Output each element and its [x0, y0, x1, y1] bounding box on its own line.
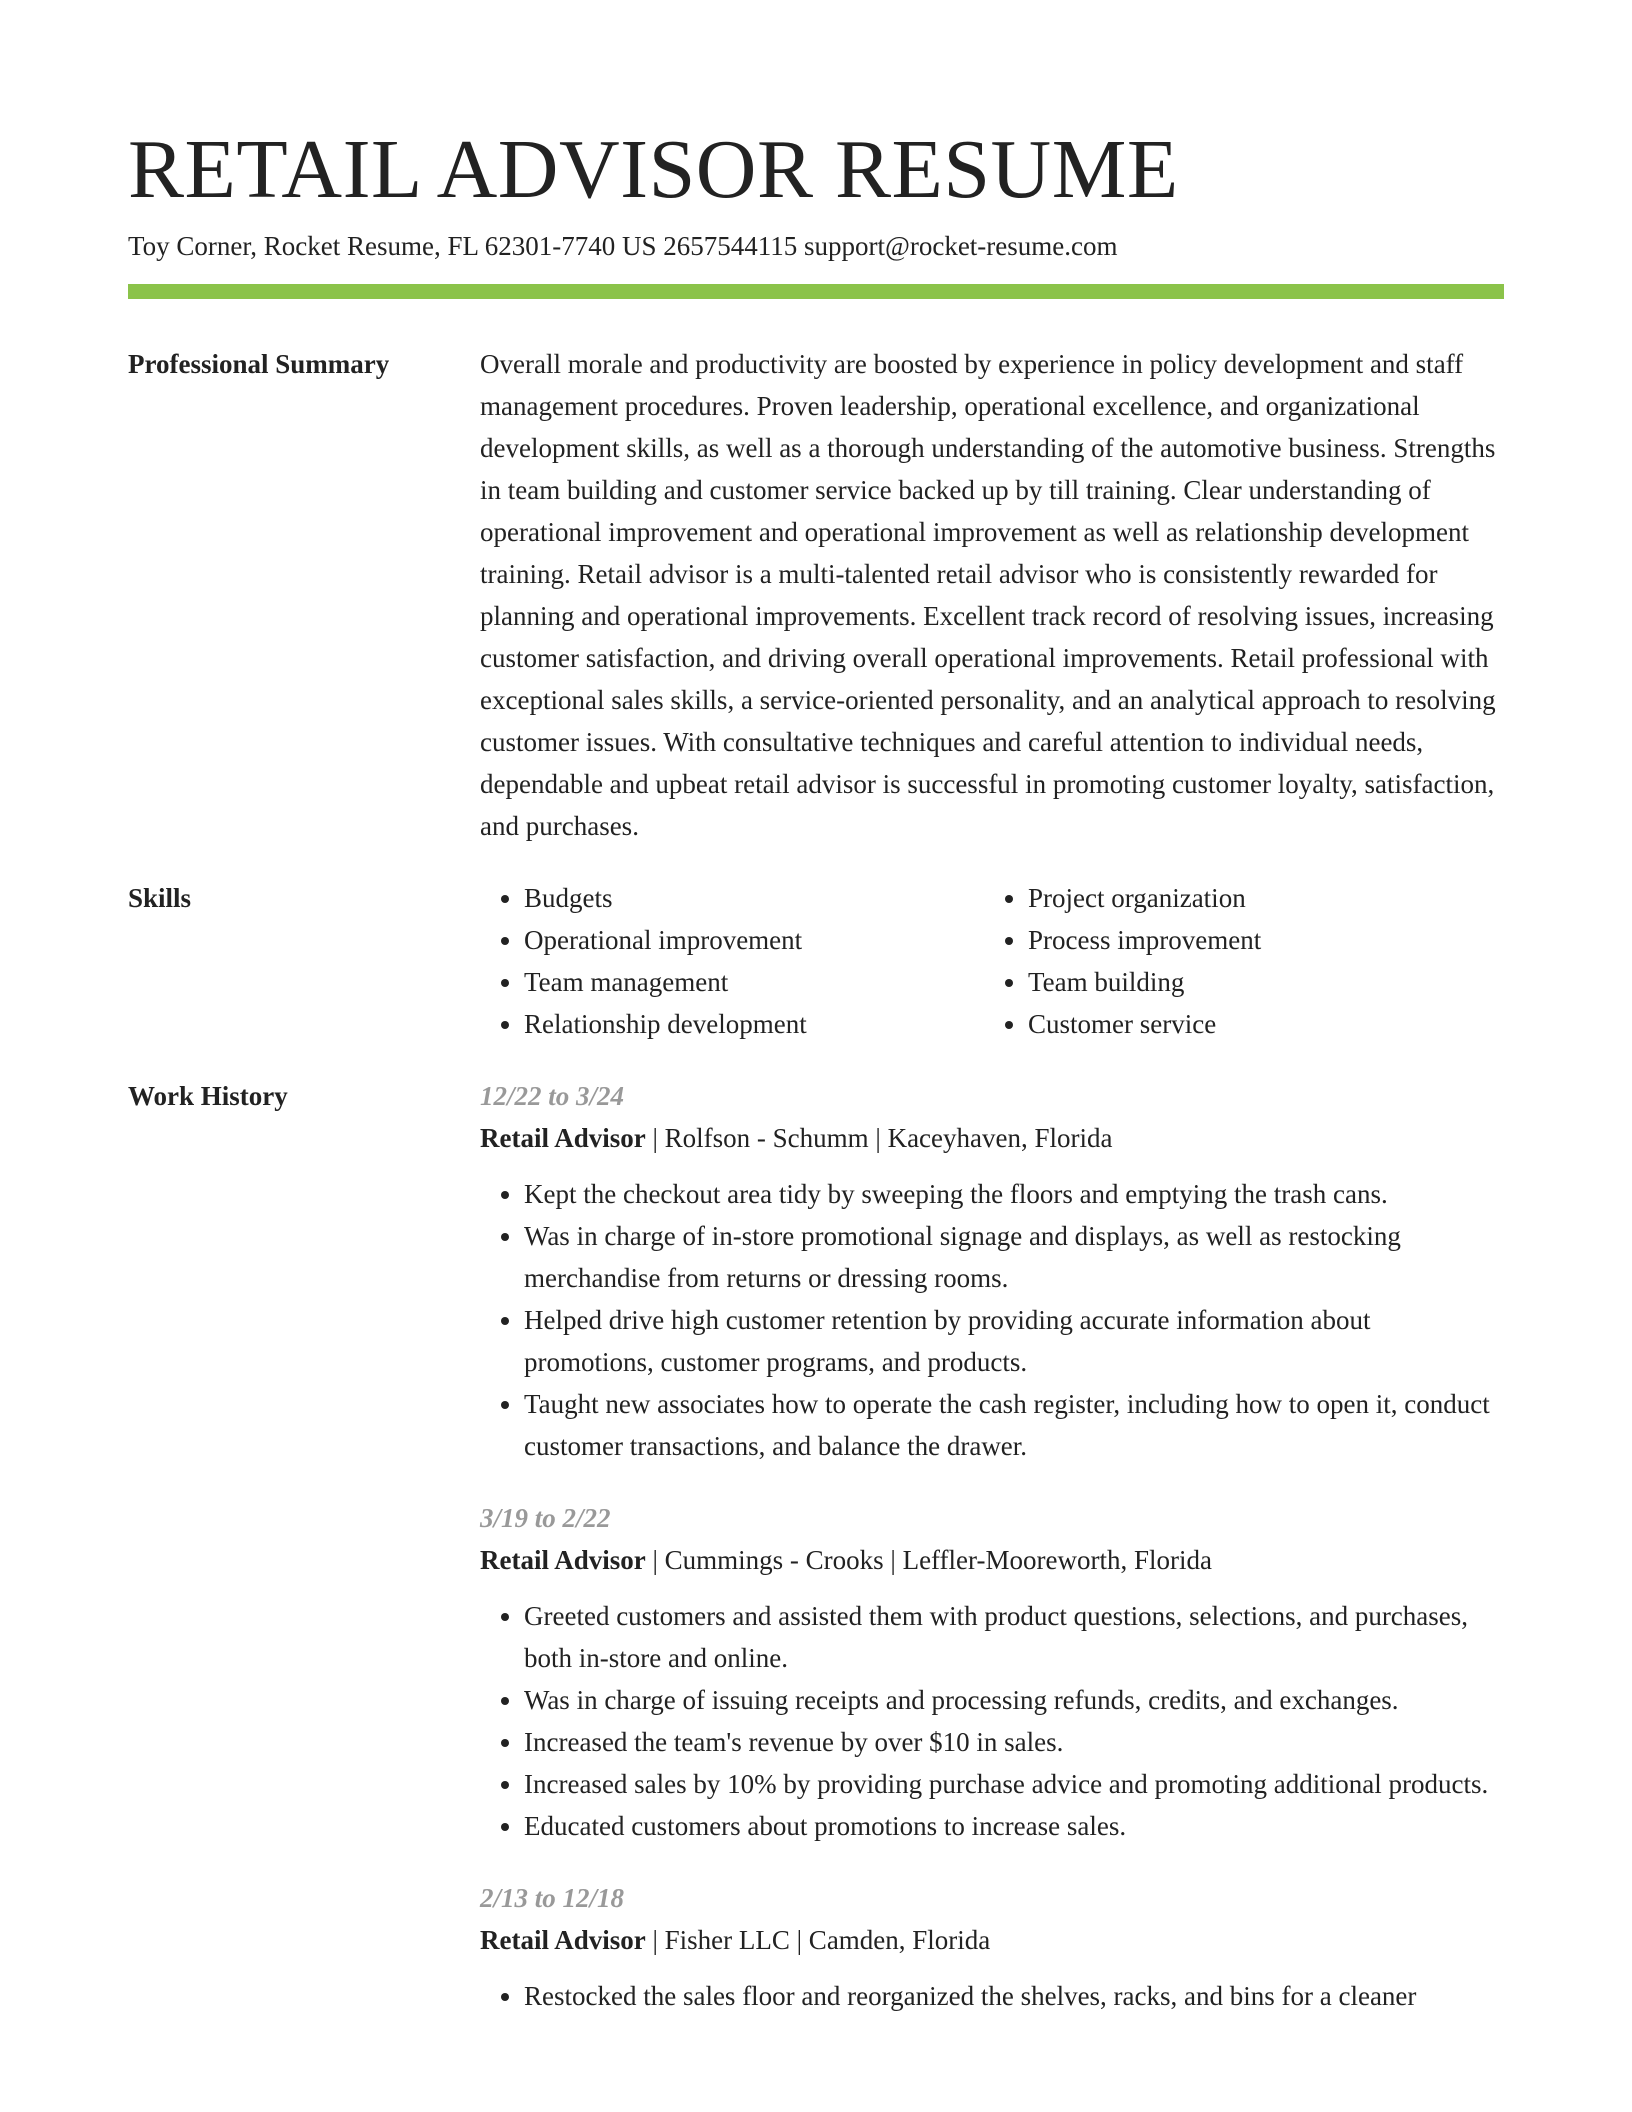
section-label-work: Work History — [128, 1081, 288, 1111]
section-label-skills: Skills — [128, 883, 192, 913]
skill-item: • Process improvement — [1028, 919, 1488, 961]
job-bullet: • Educated customers about promotions to increase sales. — [524, 1805, 1504, 1847]
resume-title: RETAIL ADVISOR RESUME — [128, 123, 1179, 216]
skill-item: • Customer service — [1028, 1003, 1488, 1045]
job-entry — [480, 1877, 1504, 2017]
job-separator: | — [645, 1925, 665, 1955]
job-entry — [480, 1497, 1504, 1847]
skills-column-right — [984, 877, 1488, 1045]
job-entry — [480, 1075, 1504, 1467]
job-title: Retail Advisor — [480, 1123, 646, 1153]
skills-list — [480, 877, 1504, 1045]
job-bullet: • Restocked the sales floor and reorganized the shelves, racks, and bins for a cleaner — [524, 1975, 1504, 2017]
resume-page — [128, 120, 1504, 2047]
job-title: Retail Advisor — [480, 1545, 646, 1575]
job-bullet: • Was in charge of in-store promotional signage and displays, as well as restocking merchandise from returns or dressing rooms. — [524, 1215, 1504, 1299]
job-heading — [480, 1117, 1504, 1159]
skill-item: • Team management — [524, 961, 984, 1003]
job-heading — [480, 1539, 1504, 1581]
job-dates: 12/22 to 3/24 — [480, 1081, 625, 1111]
job-details: Fisher LLC | Camden, Florida — [664, 1925, 991, 1955]
job-details: Cummings - Crooks | Leffler-Mooreworth, Florida — [664, 1545, 1212, 1575]
skill-item: • Team building — [1028, 961, 1488, 1003]
job-bullets — [480, 1975, 1504, 2017]
work-history-section — [128, 1075, 1504, 2047]
section-label-summary: Professional Summary — [128, 349, 390, 379]
job-title: Retail Advisor — [480, 1925, 646, 1955]
job-bullet: • Helped drive high customer retention by providing accurate information about promotions, customer programs, and products. — [524, 1299, 1504, 1383]
job-separator: | — [645, 1123, 665, 1153]
skill-item: • Project organization — [1028, 877, 1488, 919]
skills-section — [128, 877, 1504, 1045]
job-dates: 2/13 to 12/18 — [480, 1883, 625, 1913]
job-bullet: • Increased the team's revenue by over $10 in sales. — [524, 1721, 1504, 1763]
summary-text: Overall morale and productivity are boosted by experience in policy development and staff management procedures. Proven leadership, operational excellence, and organizational development skills, as well as a thorough understanding of the automotive business. Strengths in team building and customer service backed up by till training. Clear understanding of operational improvement and operational improvement as well as relationship development training. Retail advisor is a multi-talented retail advisor who is consistently rewarded for planning and operational improvements. Excellent track record of resolving issues, increasing customer satisfaction, and driving overall operational improvements. Retail professional with exceptional sales skills, a service-oriented personality, and an analytical approach to resolving customer issues. With consultative techniques and careful attention to individual needs, dependable and upbeat retail advisor is successful in promoting customer loyalty, satisfaction, and purchases. — [480, 349, 1496, 841]
job-bullet: • Taught new associates how to operate the cash register, including how to open it, conduct customer transactions, and balance the drawer. — [524, 1383, 1504, 1467]
job-heading — [480, 1919, 1504, 1961]
job-bullet: • Kept the checkout area tidy by sweeping the floors and emptying the trash cans. — [524, 1173, 1504, 1215]
job-bullet: • Greeted customers and assisted them with product questions, selections, and purchases, both in-store and online. — [524, 1595, 1504, 1679]
work-history-list — [480, 1075, 1504, 2047]
contact-line: Toy Corner, Rocket Resume, FL 62301-7740 US 2657544115 support@rocket-resume.com — [128, 231, 1118, 261]
skill-item: • Operational improvement — [524, 919, 984, 961]
job-bullet: • Increased sales by 10% by providing purchase advice and promoting additional products. — [524, 1763, 1504, 1805]
skill-item: • Budgets — [524, 877, 984, 919]
job-separator: | — [645, 1545, 665, 1575]
professional-summary-section — [128, 343, 1504, 847]
skills-column-left — [480, 877, 984, 1045]
job-bullets — [480, 1595, 1504, 1847]
job-details: Rolfson - Schumm | Kaceyhaven, Florida — [664, 1123, 1113, 1153]
skill-item: • Relationship development — [524, 1003, 984, 1045]
job-dates: 3/19 to 2/22 — [480, 1503, 611, 1533]
job-bullet: • Was in charge of issuing receipts and processing refunds, credits, and exchanges. — [524, 1679, 1504, 1721]
accent-divider — [128, 284, 1504, 299]
job-bullets — [480, 1173, 1504, 1467]
